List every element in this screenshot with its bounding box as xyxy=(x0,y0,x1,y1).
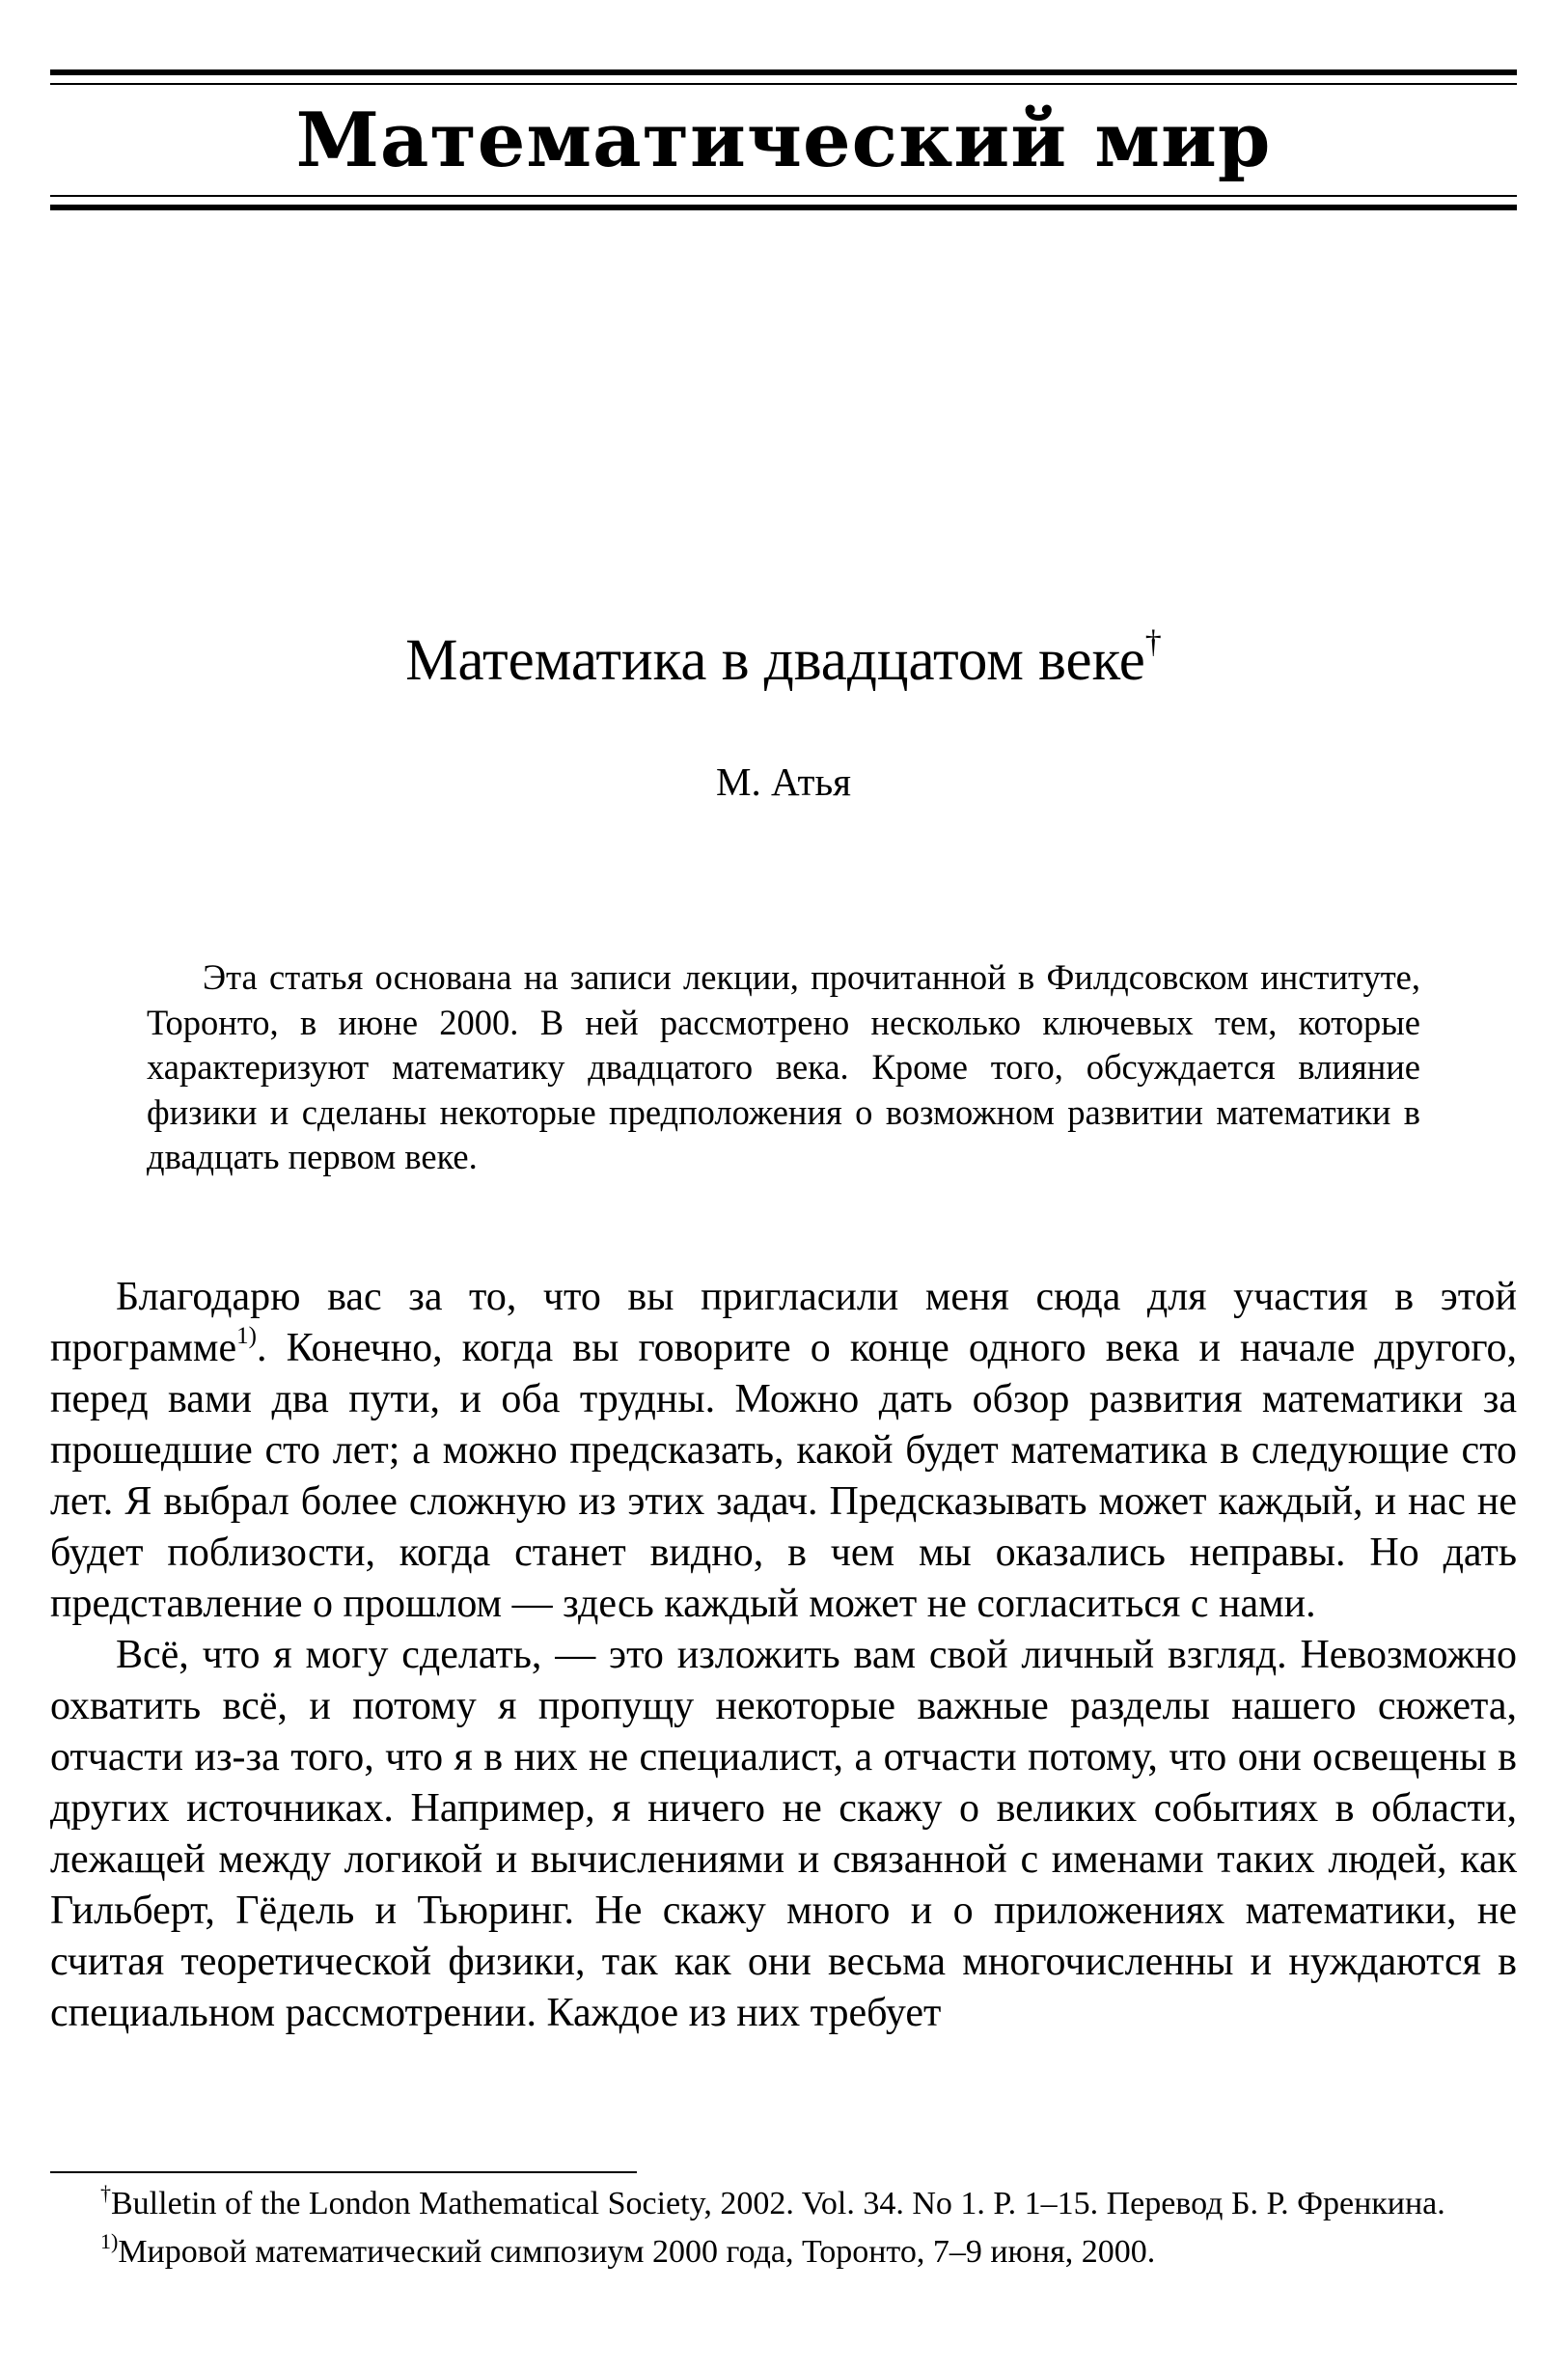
footnote-dagger-text: Bulletin of the London Mathematical Society, 2002. Vol. 34. No 1. P. 1–15. Перевод Б. Р. Френкина. xyxy=(111,2186,1445,2221)
header-rule-thick-bottom xyxy=(50,205,1517,210)
footnote-1 xyxy=(50,2231,1517,2274)
footnote-1-mark: 1) xyxy=(100,2229,119,2253)
abstract xyxy=(147,955,1420,1180)
footnote-ref-1: 1) xyxy=(236,1323,257,1349)
article-title: Математика в двадцатом веке xyxy=(405,628,1145,693)
footnote-separator xyxy=(50,2171,637,2173)
section-title: Математический мир xyxy=(295,97,1272,184)
title-footnote-mark: † xyxy=(1144,624,1162,660)
article-title-block xyxy=(50,622,1517,700)
footnote-dagger xyxy=(50,2183,1517,2225)
footnote-1-text: Мировой математический симпозиум 2000 года, Торонто, 7–9 июня, 2000. xyxy=(118,2234,1156,2270)
paragraph-1-text-end: . Конечно, когда вы говорите о конце одного века и начале другого, перед вами два пути, и оба трудны. Можно дать обзор развития математики за прошедшие сто лет; а можно предсказать, какой будет математика в следующие сто лет. Я выбрал более сложную из этих задач. Предсказывать может каждый, и нас не будет поблизости, когда станет видно, в чем мы оказались неправы. Но дать представление о прошлом — здесь каждый может не согласиться с нами. xyxy=(50,1326,1517,1626)
abstract-text: Эта статья основана на записи лекции, прочитанной в Филдсовском институте, Торонто, в июне 2000. В ней рассмотрено несколько ключевых тем, которые характеризуют математику двадцатого века. Кроме того, обсуждается влияние физики и сделаны некоторые предположения о возможном развитии математики в двадцать первом веке. xyxy=(147,957,1420,1176)
header-rule-thin-bottom xyxy=(50,195,1517,197)
author-name: М. Атья xyxy=(716,759,851,804)
paragraph-1-text-start: Благодарю вас за то, что вы пригласили меня сюда для участия в этой программе xyxy=(50,1275,1517,1370)
footnotes xyxy=(50,2183,1517,2279)
article-body xyxy=(50,1272,1517,2039)
header-rule-thick-top xyxy=(50,69,1517,75)
header-rule-thin-top xyxy=(50,83,1517,85)
footnote-dagger-mark: † xyxy=(100,2181,111,2205)
body-paragraph-1 xyxy=(50,1272,1517,1630)
body-paragraph-2: Всё, что я могу сделать, — это изложить вам свой личный взгляд. Невозможно охватить всё, и потому я пропущу некоторые важные разделы нашего сюжета, отчасти из-за того, что я в них не специалист, а отчасти потому, что они освещены в других источниках. Например, я ничего не скажу о великих событиях в области, лежащей между логикой и вычислениями и связанной с именами таких людей, как Гильберт, Гёдель и Тьюринг. Не скажу много и о приложениях математики, не считая теоретической физики, так как они весьма многочисленны и нуждаются в специальном рассмотрении. Каждое из них требует xyxy=(50,1633,1517,2035)
